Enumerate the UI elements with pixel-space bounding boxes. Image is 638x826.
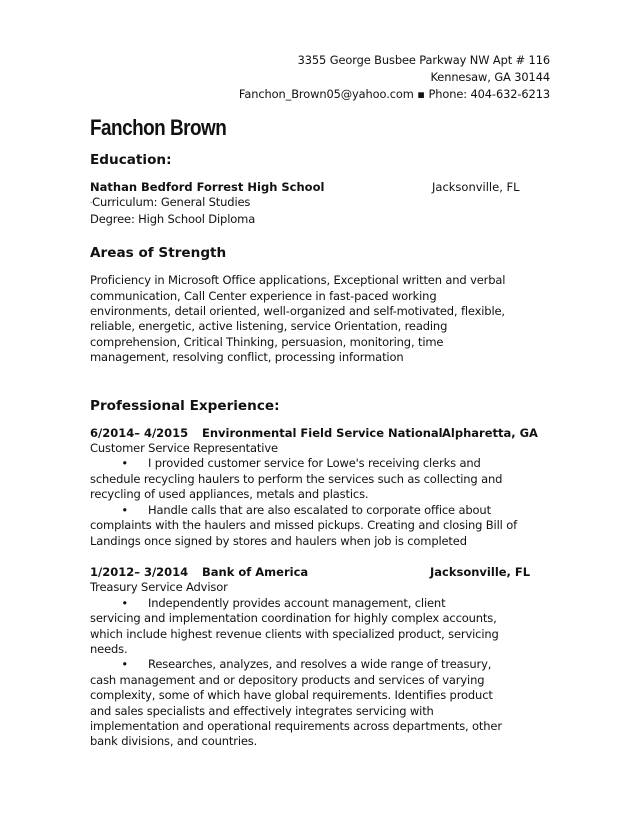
bullet-text: I provided customer service for Lowe's receiving clerks and <box>148 456 481 471</box>
experience-title: Professional Experience: <box>90 397 280 414</box>
candidate-name: Fanchon Brown <box>90 115 227 140</box>
strengths-text <box>90 273 552 365</box>
address-line-1: 3355 George Busbee Parkway NW Apt # 116 <box>297 53 550 67</box>
strength-line: environments, detail oriented, well-organized and self-motivated, flexible, <box>90 304 505 319</box>
bullet-text: recycling of used appliances, metals and plastics. <box>90 487 369 502</box>
bullet-text: complexity, some of which have global requirements. Identifies product <box>90 688 493 703</box>
education-school-row <box>90 180 552 195</box>
bullet-icon: • <box>121 502 128 517</box>
curriculum: Curriculum: General Studies <box>92 195 251 210</box>
bullet-text: Researches, analyzes, and resolves a wide range of treasury, <box>148 657 492 672</box>
school-location: Jacksonville, FL <box>432 180 520 194</box>
strength-line: reliable, energetic, active listening, service Orientation, reading <box>90 319 448 334</box>
bullet-text: which include highest revenue clients with specialized product, servicing <box>90 626 499 641</box>
job-role: Treasury Service Advisor <box>90 580 228 595</box>
job-header-row <box>90 426 552 441</box>
bullet-text: servicing and implementation coordination for highly complex accounts, <box>90 611 497 626</box>
strengths-title: Areas of Strength <box>90 245 227 262</box>
bullet-first-line <box>90 456 552 471</box>
resume-content <box>90 150 552 750</box>
bullet-text: cash management and or depository products and services of varying <box>90 672 485 687</box>
bullet-icon: • <box>121 657 128 672</box>
email-phone-line <box>239 86 550 103</box>
strength-line: management, resolving conflict, processing information <box>90 350 404 365</box>
bullet-text: Independently provides account management, client <box>148 595 446 610</box>
bullet-text: complaints with the haulers and missed pickups. Creating and closing Bill of <box>90 518 517 533</box>
bullet-first-line <box>90 503 552 518</box>
address-line-2: Kennesaw, GA 30144 <box>430 70 550 84</box>
strength-line: Proficiency in Microsoft Office applications, Exceptional written and verbal <box>90 273 506 288</box>
phone: Phone: 404-632-6213 <box>428 87 550 101</box>
job-location: Alpharetta, GA <box>442 425 538 440</box>
bullet-text: bank divisions, and countries. <box>90 734 258 749</box>
email: Fanchon_Brown05@yahoo.com <box>238 87 414 101</box>
school-name: Nathan Bedford Forrest High School <box>90 180 325 194</box>
job-header-row <box>90 565 552 580</box>
strength-line: comprehension, Critical Thinking, persuasion, monitoring, time <box>90 334 444 349</box>
bullet-text: needs. <box>90 641 128 656</box>
bullet-icon: • <box>121 595 128 610</box>
bullet-first-line <box>90 596 552 611</box>
bullet-text: implementation and operational requirements across departments, other <box>90 718 502 733</box>
bullet-text: Landings once signed by stores and haulers when job is completed <box>90 533 467 548</box>
education-title: Education: <box>90 152 172 168</box>
job-bullets <box>90 596 552 750</box>
job-dates: 1/2012– 3/2014 <box>90 564 189 579</box>
separator: ▪ <box>417 87 425 101</box>
bullet-text: Handle calls that are also escalated to corporate office about <box>148 502 491 517</box>
job-company: Bank of America <box>202 564 309 579</box>
bullet-text: schedule recycling haulers to perform the services such as collecting and <box>90 471 503 486</box>
job-role: Customer Service Representative <box>90 441 278 456</box>
bullet-icon: • <box>121 456 128 471</box>
strength-line: communication, Call Center experience in fast-paced working <box>90 288 437 303</box>
bullet-text: and sales specialists and effectively integrates servicing with <box>90 703 434 718</box>
job-company: Environmental Field Service National <box>202 425 443 440</box>
contact-block <box>239 52 550 103</box>
job-bullets <box>90 456 552 548</box>
curriculum-bullet: · <box>90 199 93 208</box>
degree: Degree: High School Diploma <box>90 211 256 226</box>
job-location: Jacksonville, FL <box>430 564 531 579</box>
curriculum-line <box>90 195 552 211</box>
job-dates: 6/2014– 4/2015 <box>90 425 189 440</box>
bullet-first-line <box>90 657 552 672</box>
